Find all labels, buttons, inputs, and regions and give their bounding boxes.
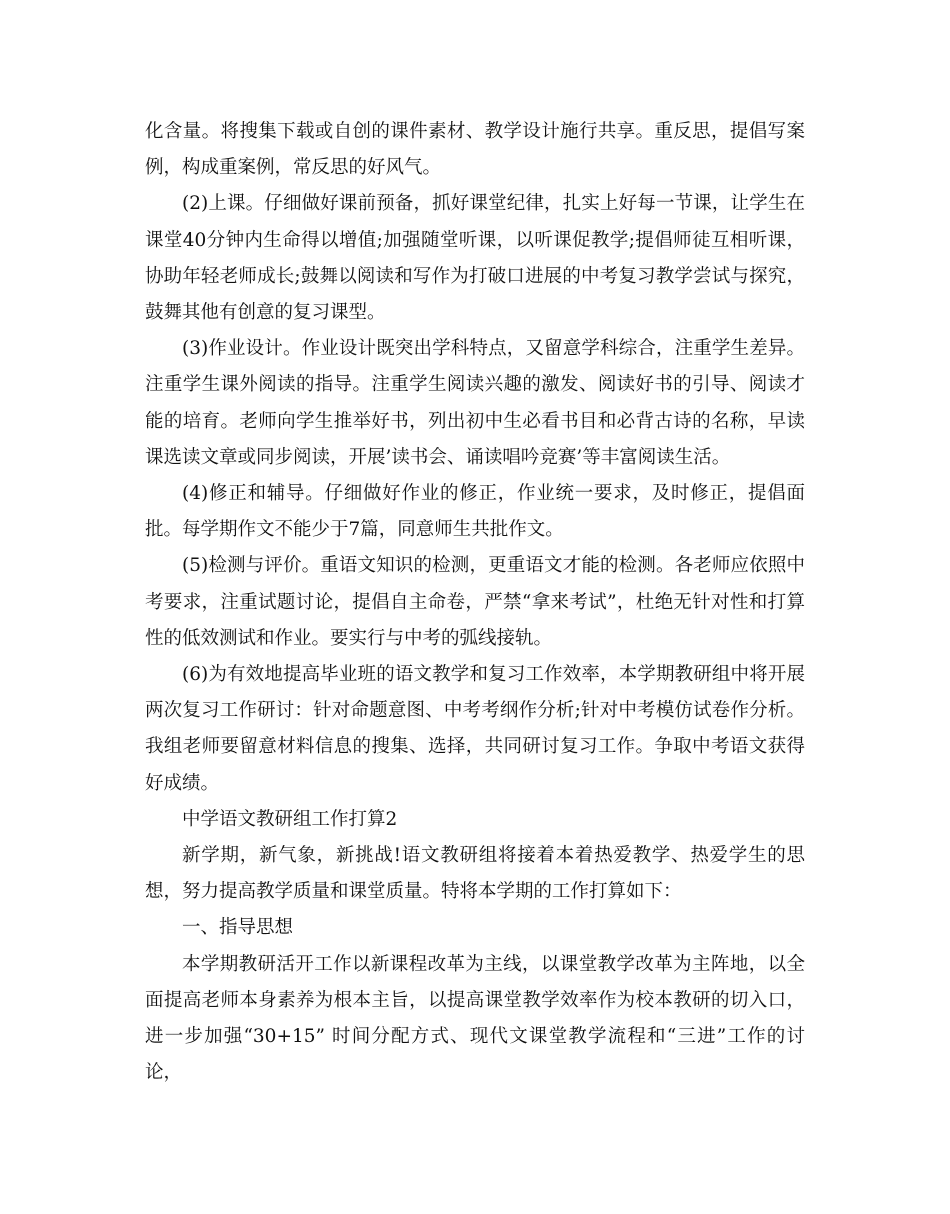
section-title: 中学语文教研组工作打算2 (182, 808, 398, 830)
paragraph-8: 本学期教研活开工作以新课程改革为主线，以课堂教学改革为主阵地，以全面提高老师本身素养为根本主旨，以提高课堂教学效率作为校本教研的切入口，进一步加强“30+15” 时间分配方式、现代文课堂教学流程和“三进”工作的讨论， (145, 953, 805, 1084)
paragraph-5: (5)检测与评价。重语文知识的检测，更重语文才能的检测。各老师应依照中考要求，注重试题讨论，提倡自主命卷，严禁“拿来考试”，杜绝无针对性和打算性的低效测试和作业。要实行与中考的弧线接轨。 (145, 555, 805, 649)
paragraph-2: (2)上课。仔细做好课前预备，抓好课堂纪律，扎实上好每一节课，让学生在课堂40分钟内生命得以增值;加强随堂听课，以听课促教学;提倡师徒互相听课，协助年轻老师成长;鼓舞以阅读和写作为打破口进展的中考复习教学尝试与探究，鼓舞其他有创意的复习课型。 (145, 193, 805, 324)
paragraph-6: (6)为有效地提高毕业班的语文教学和复习工作效率，本学期教研组中将开展两次复习工作研讨：针对命题意图、中考考纲作分析;针对中考模仿试卷作分析。我组老师要留意材料信息的搜集、选择，共同研讨复习工作。争取中考语文获得好成绩。 (145, 664, 805, 794)
paragraph-3: (3)作业设计。作业设计既突出学科特点，又留意学科综合，注重学生差异。注重学生课外阅读的指导。注重学生阅读兴趣的激发、阅读好书的引导、阅读才能的培育。老师向学生推举好书，列出初中生必看书目和必背古诗的名称，早读课选读文章或同步阅读，开展’读书会、诵读唱吟竞赛’等丰富阅读生活。 (145, 338, 805, 468)
paragraph-4: (4)修正和辅导。仔细做好作业的修正，作业统一要求，及时修正，提倡面批。每学期作文不能少于7篇，同意师生共批作文。 (145, 483, 805, 541)
document-body (145, 114, 805, 1091)
paragraph-1: 化含量。将搜集下载或自创的课件素材、教学设计施行共享。重反思，提倡写案例，构成重案例，常反思的好风气。 (145, 121, 805, 179)
paragraph-7: 新学期，新气象，新挑战!语文教研组将接着本着热爱教学、热爱学生的思想，努力提高教学质量和课堂质量。特将本学期的工作打算如下： (145, 845, 805, 903)
subsection-heading: 一、指导思想 (182, 917, 294, 939)
